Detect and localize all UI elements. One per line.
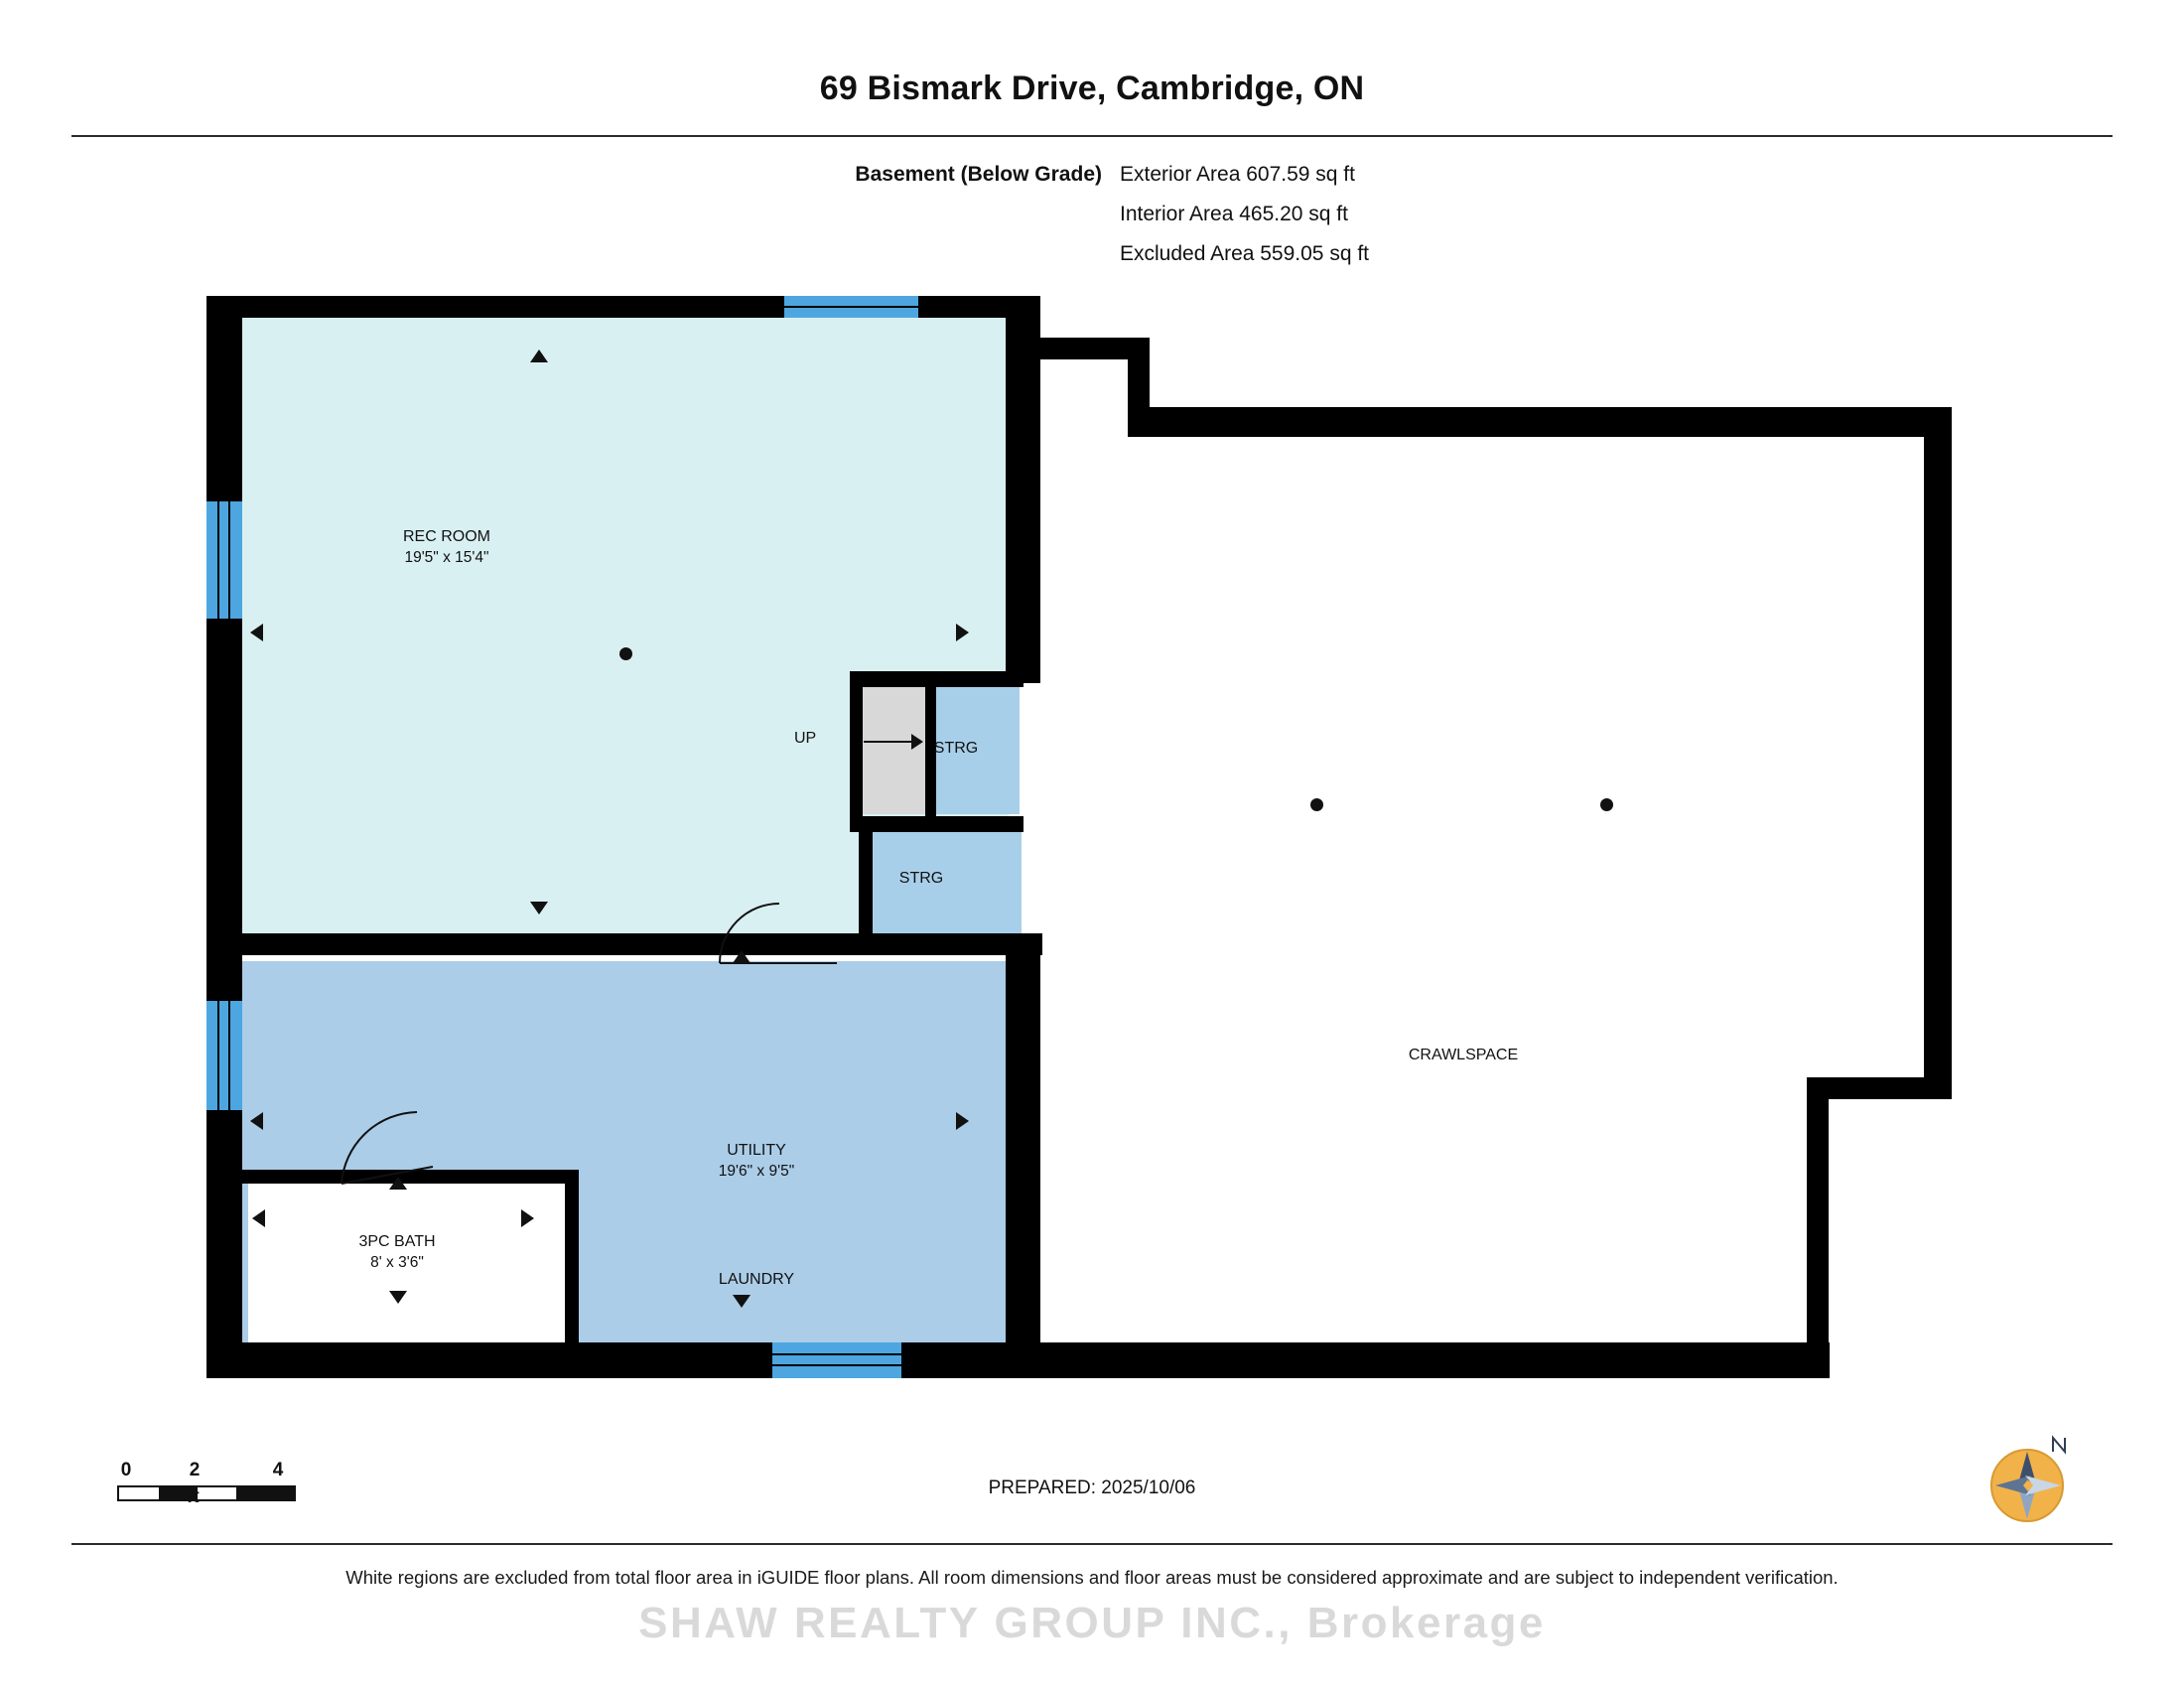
footer-divider [71, 1543, 2113, 1545]
scale-tick-2: 4 [272, 1460, 284, 1480]
wall-stair-bottom [850, 816, 1024, 832]
compass-icon [1976, 1430, 2080, 1534]
room-label-storage-lower [899, 868, 943, 889]
room-dimensions-bath: 8' x 3'6" [370, 1254, 424, 1271]
room-label-storage-upper [934, 738, 978, 759]
window-bottom [772, 1342, 901, 1378]
wall-crawlspace-bottom [1006, 1342, 1830, 1378]
disclaimer-text: White regions are excluded from total floor area in iGUIDE floor plans. All room dimensions and floor areas must be considered approximate and are subject to independent verification. [345, 1567, 1839, 1588]
measure-arrow-rec-left [250, 624, 263, 641]
room-dimensions-utility: 19'6" x 9'5" [718, 1163, 795, 1180]
light-fixture-crawlspace-left [1310, 798, 1323, 811]
area-level-label: Basement (Below Grade) [855, 163, 1102, 186]
prepared-date: PREPARED: 2025/10/06 [988, 1477, 1196, 1498]
room-name-crawlspace: CRAWLSPACE [1408, 1047, 1519, 1063]
measure-arrow-rec-top [530, 350, 548, 362]
window-top [784, 296, 918, 318]
wall-crawlspace-right-lower [1807, 1077, 1829, 1375]
room-name-storage-upper: STRG [933, 740, 979, 757]
window-left-lower [206, 1001, 242, 1110]
wall-storage-lower-left [859, 816, 873, 945]
window-left-upper [206, 501, 242, 619]
room-name-utility: UTILITY [727, 1142, 786, 1159]
measure-arrow-bath-left [252, 1209, 265, 1227]
area-interior-value: Interior Area 465.20 sq ft [1120, 203, 1348, 225]
wall-crawlspace-right-upper [1924, 407, 1952, 1097]
page-title: 69 Bismark Drive, Cambridge, ON [819, 70, 1365, 107]
measure-arrow-rec-right [956, 624, 969, 641]
light-fixture-rec-room [619, 647, 632, 660]
wall-bath-right [565, 1170, 579, 1348]
brokerage-watermark: SHAW REALTY GROUP INC., Brokerage [638, 1599, 1546, 1647]
measure-arrow-utility-bottom [733, 1295, 751, 1308]
room-name-bath: 3PC BATH [358, 1233, 436, 1250]
wall-storage-lower-bottom [859, 933, 1025, 947]
measure-arrow-utility-top [733, 950, 751, 963]
room-storage-lower-fill [871, 832, 1022, 944]
wall-left-exterior [206, 296, 242, 1378]
room-name-storage-lower: STRG [898, 870, 944, 887]
scale-unit-label: ft [187, 1486, 200, 1507]
room-dimensions-rec-room: 19'5" x 15'4" [404, 549, 489, 566]
area-exterior-value: Exterior Area 607.59 sq ft [1120, 163, 1355, 186]
measure-arrow-bath-right [521, 1209, 534, 1227]
room-label-laundry [719, 1269, 794, 1290]
door-rec-room [720, 904, 839, 983]
wall-bottom-left [206, 1342, 1038, 1378]
light-fixture-crawlspace-right [1600, 798, 1613, 811]
measure-arrow-bath-top [389, 1177, 407, 1190]
measure-arrow-bath-bottom [389, 1291, 407, 1304]
room-label-crawlspace [1409, 1045, 1518, 1065]
measure-arrow-utility-right [956, 1112, 969, 1130]
stairs-label: UP [794, 730, 817, 747]
measure-arrow-rec-bottom [530, 902, 548, 914]
wall-interior-vertical-lower [1006, 933, 1040, 1355]
scale-tick-1: 2 [189, 1460, 201, 1480]
room-label-rec-room [403, 526, 490, 568]
measure-arrow-utility-left [250, 1112, 263, 1130]
area-excluded-value: Excluded Area 559.05 sq ft [1120, 242, 1370, 265]
stairs-direction-arrow [862, 730, 927, 754]
room-label-bath [358, 1231, 435, 1273]
wall-crawlspace-top-right [1128, 407, 1952, 437]
room-label-utility [719, 1140, 794, 1182]
wall-stair-top [850, 671, 1024, 687]
scale-tick-0: 0 [120, 1460, 132, 1480]
room-name-laundry: LAUNDRY [718, 1271, 795, 1288]
room-name-rec-room: REC ROOM [403, 528, 490, 545]
